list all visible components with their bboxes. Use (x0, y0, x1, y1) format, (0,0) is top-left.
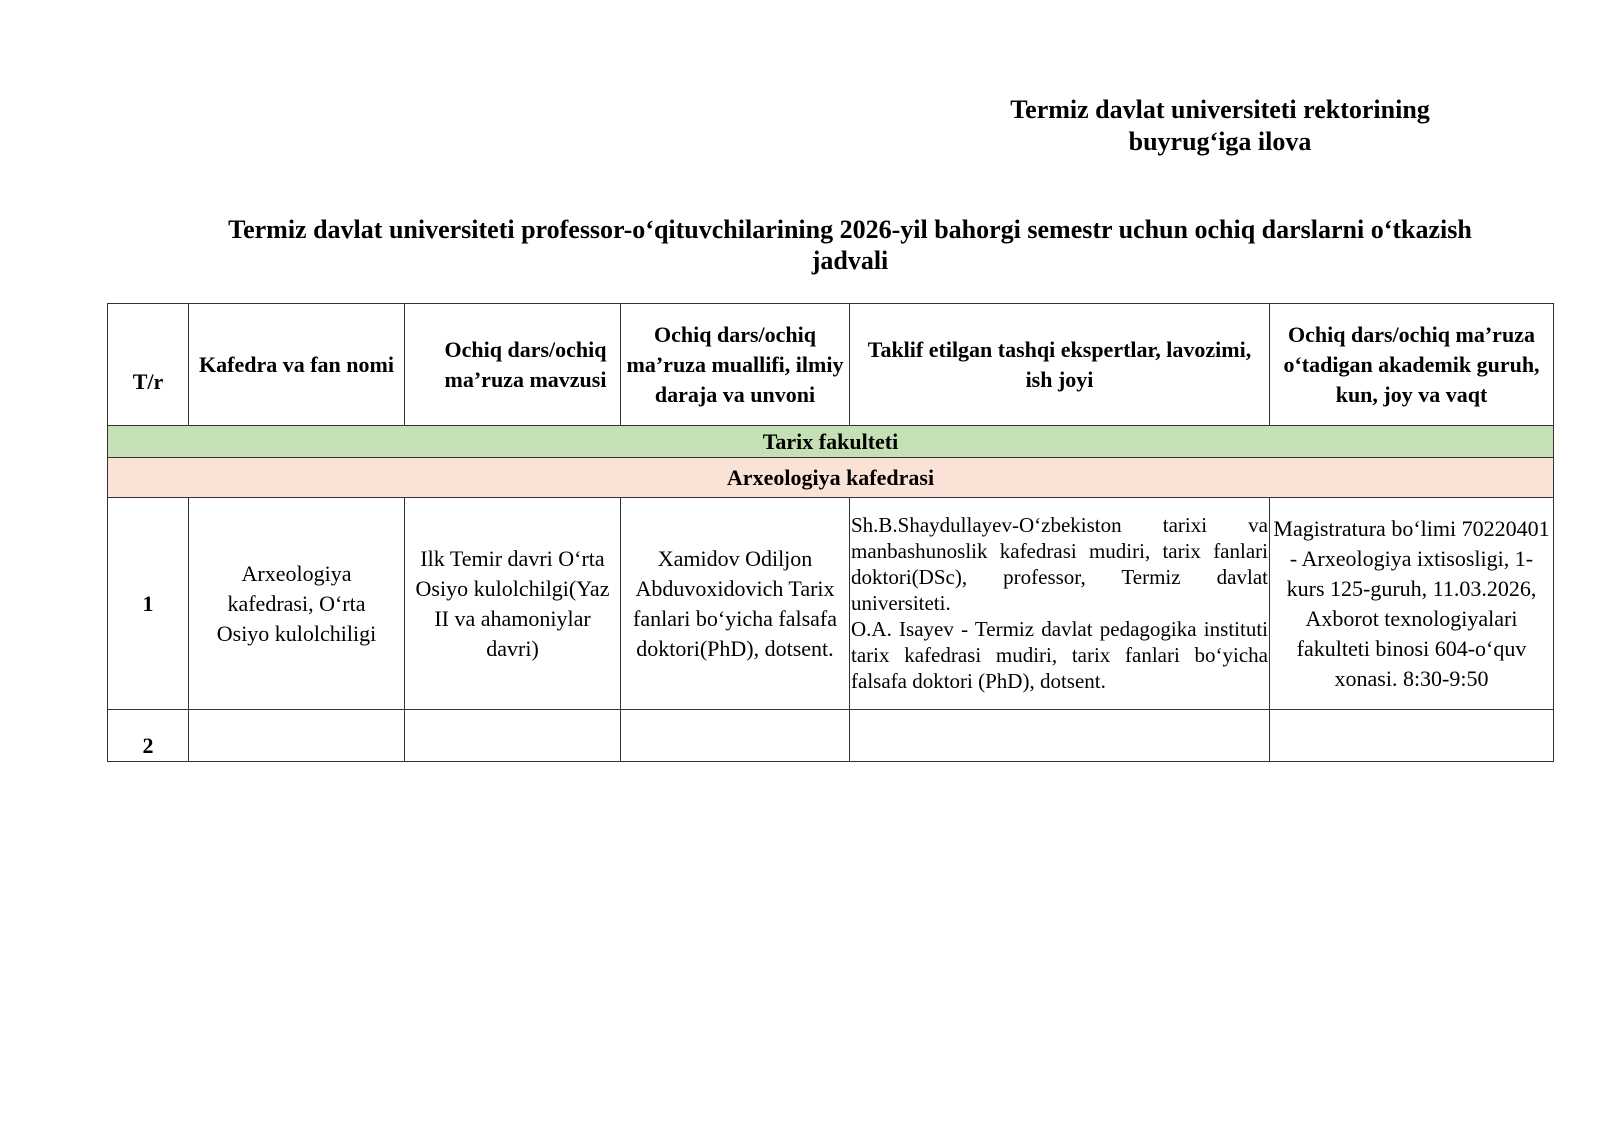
department-row (108, 458, 1554, 498)
header-topic: Ochiq dars/ochiq ma’ruza mavzusi (405, 304, 621, 426)
cell-group-day-place-time: Magistratura bo‘limi 70220401 - Arxeologiya ixtisosligi, 1-kurs 125-guruh, 11.03.2026, Axborot texnologiyalari fakulteti binosi 604-o‘quv xonasi. 8:30-9:50 (1270, 498, 1554, 710)
expert-entry: Sh.B.Shaydullayev-O‘zbekiston tarixi va manbashunoslik kafedrasi mudiri, tarix fanlari doktori(DSc), professor, Termiz davlat universiteti. (851, 513, 1268, 615)
annex-line-2: buyrug‘iga ilova (1128, 127, 1312, 156)
table-row (108, 498, 1554, 710)
cell-author (621, 710, 850, 762)
cell-experts (850, 710, 1270, 762)
annex-line-1: Termiz davlat universiteti rektorining (1010, 95, 1430, 124)
header-number: T/r (108, 304, 189, 426)
annex-heading (1000, 94, 1440, 158)
header-group-day-place-time: Ochiq dars/ochiq ma’ruza o‘tadigan akademik guruh, kun, joy va vaqt (1270, 304, 1554, 426)
cell-department-subject (189, 710, 405, 762)
header-row (108, 304, 1554, 426)
header-author: Ochiq dars/ochiq ma’ruza muallifi, ilmiy daraja va unvoni (621, 304, 850, 426)
row-number: 2 (108, 710, 189, 762)
header-department-subject: Kafedra va fan nomi (189, 304, 405, 426)
document-title-line-1: Termiz davlat universiteti professor-o‘qituvchilarining 2026-yil bahorgi semestr uchun ochiq darslarni o‘tkazish (228, 215, 1472, 244)
faculty-row (108, 426, 1554, 458)
document-title (200, 214, 1500, 276)
schedule-table (107, 303, 1554, 762)
cell-group-day-place-time (1270, 710, 1554, 762)
expert-entry: O.A. Isayev - Termiz davlat pedagogika instituti tarix kafedrasi mudiri, tarix fanlari bo‘yicha falsafa doktori (PhD), dotsent. (851, 617, 1268, 693)
cell-topic (405, 710, 621, 762)
row-number: 1 (108, 498, 189, 710)
faculty-name: Tarix fakulteti (108, 426, 1554, 458)
cell-department-subject: Arxeologiya kafedrasi, O‘rta Osiyo kulolchiligi (189, 498, 405, 710)
header-experts: Taklif etilgan tashqi ekspertlar, lavozimi, ish joyi (850, 304, 1270, 426)
cell-author: Xamidov Odiljon Abduvoxidovich Tarix fanlari bo‘yicha falsafa doktori(PhD), dotsent. (621, 498, 850, 710)
department-name: Arxeologiya kafedrasi (108, 458, 1554, 498)
document-title-line-2: jadvali (811, 246, 889, 275)
cell-experts (850, 498, 1270, 710)
table-row (108, 710, 1554, 762)
cell-topic: Ilk Temir davri O‘rta Osiyo kulolchilgi(Yaz II va ahamoniylar davri) (405, 498, 621, 710)
